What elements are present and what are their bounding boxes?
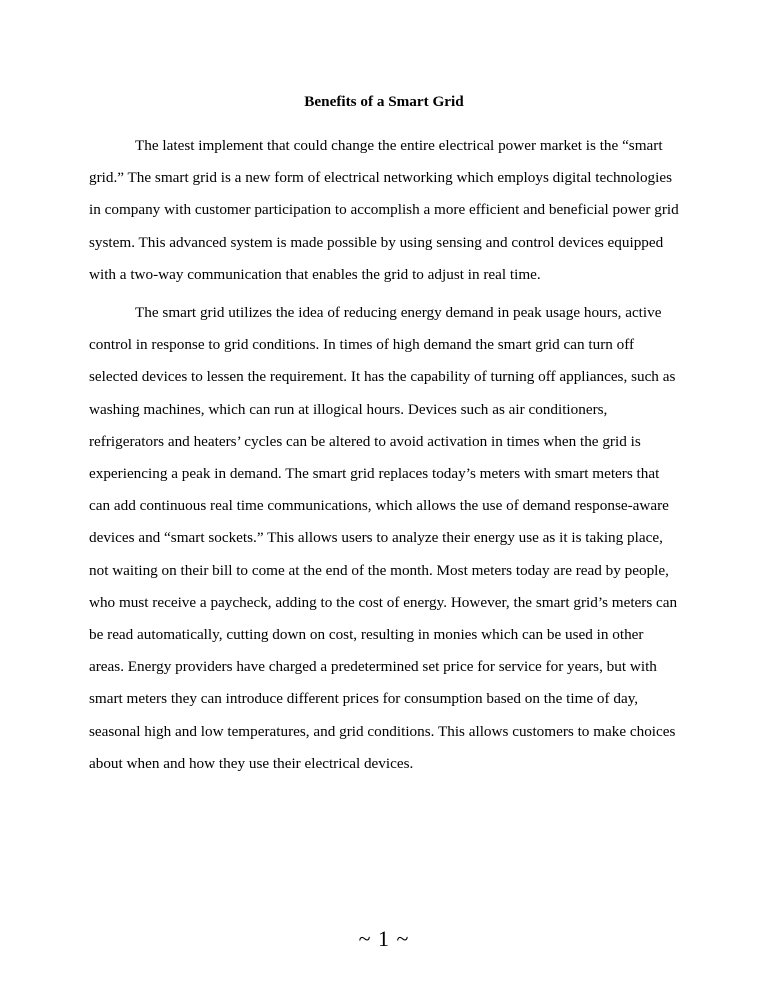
page-number: ~ 1 ~	[358, 926, 410, 951]
paragraph-1: The latest implement that could change the entire electrical power market is the “smart grid.” The smart grid is a new form of electrical networking which employs digital technologies in company with customer participation to accomplish a more efficient and beneficial power grid system. This advanced system is made possible by using sensing and control devices equipped with a two-way communication that enables the grid to adjust in real time.	[89, 137, 679, 283]
document-title: Benefits of a Smart Grid	[304, 93, 464, 110]
paragraph-2: The smart grid utilizes the idea of reducing energy demand in peak usage hours, active control in response to grid conditions. In times of high demand the smart grid can turn off selected devices to lessen the requirement. It has the capability of turning off appliances, such as washing machines, which can run at illogical hours. Devices such as air conditioners, refrigerators and heaters’ cycles can be altered to avoid activation in times when the grid is experiencing a peak in demand. The smart grid replaces today’s meters with smart meters that can add continuous real time communications, which allows the use of demand response-aware devices and “smart sockets.” This allows users to analyze their energy use as it is taking place, not waiting on their bill to come at the end of the month. Most meters today are read by people, who must receive a paycheck, adding to the cost of energy. However, the smart grid’s meters can be read automatically, cutting down on cost, resulting in monies which can be used in other areas. Energy providers have charged a predetermined set price for service for years, but with smart meters they can introduce different prices for consumption based on the time of day, seasonal high and low temperatures, and grid conditions. This allows customers to make choices about when and how they use their electrical devices.	[89, 304, 678, 772]
